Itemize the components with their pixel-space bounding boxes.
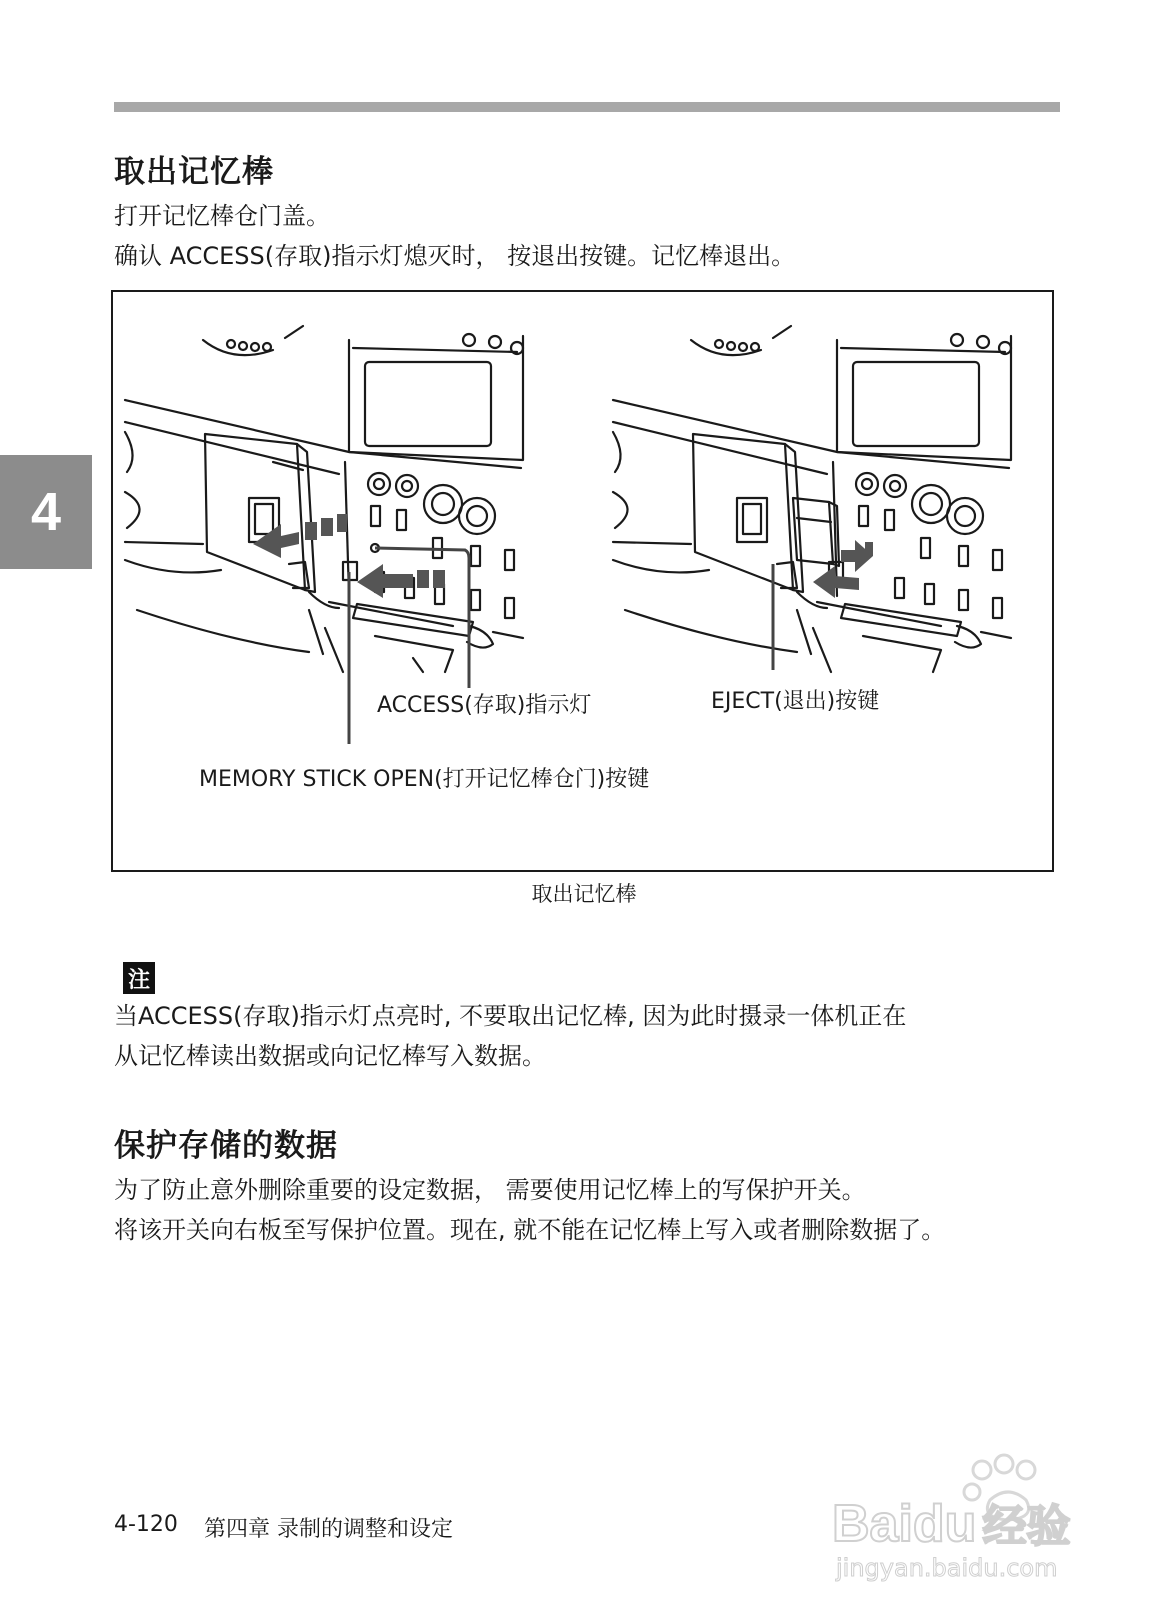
figure-frame — [111, 290, 1054, 872]
access-indicator-label: ACCESS(存取)指示灯 — [377, 693, 592, 718]
section-title-protect: 保护存储的数据 — [114, 1128, 338, 1164]
protect-line-2: 将该开关向右板至写保护位置。现在, 就不能在记忆棒上写入或者删除数据了。 — [114, 1216, 946, 1244]
eject-button-label: EJECT(退出)按键 — [711, 689, 880, 714]
protect-line-1: 为了防止意外删除重要的设定数据， 需要使用记忆棒上的写保护开关。 — [114, 1176, 866, 1204]
figure-caption: 取出记忆棒 — [531, 882, 637, 906]
watermark-url: jingyan.baidu.com — [836, 1554, 1058, 1582]
instruction-line-1: 打开记忆棒仓门盖。 — [114, 202, 330, 230]
section-title-eject: 取出记忆棒 — [114, 154, 274, 190]
note-line-1: 当ACCESS(存取)指示灯点亮时, 不要取出记忆棒, 因为此时摄录一体机正在 — [114, 1002, 907, 1030]
chapter-tab: 4 — [0, 455, 92, 569]
note-line-2: 从记忆棒读出数据或向记忆棒写入数据。 — [114, 1042, 546, 1070]
watermark-brand-du: du — [912, 1495, 977, 1553]
note-icon: 注 — [123, 962, 155, 994]
chapter-title: 第四章 录制的调整和设定 — [204, 1517, 453, 1542]
watermark-brand-cn: 经验 — [982, 1502, 1071, 1551]
page-number: 4-120 — [114, 1512, 178, 1537]
watermark-brand: Bai — [832, 1495, 913, 1553]
memory-stick-open-label: MEMORY STICK OPEN(打开记忆棒仓门)按键 — [199, 767, 650, 792]
top-rule — [114, 102, 1060, 112]
instruction-line-2: 确认 ACCESS(存取)指示灯熄灭时， 按退出按键。记忆棒退出。 — [114, 242, 796, 270]
baidu-watermark — [832, 1448, 1102, 1588]
